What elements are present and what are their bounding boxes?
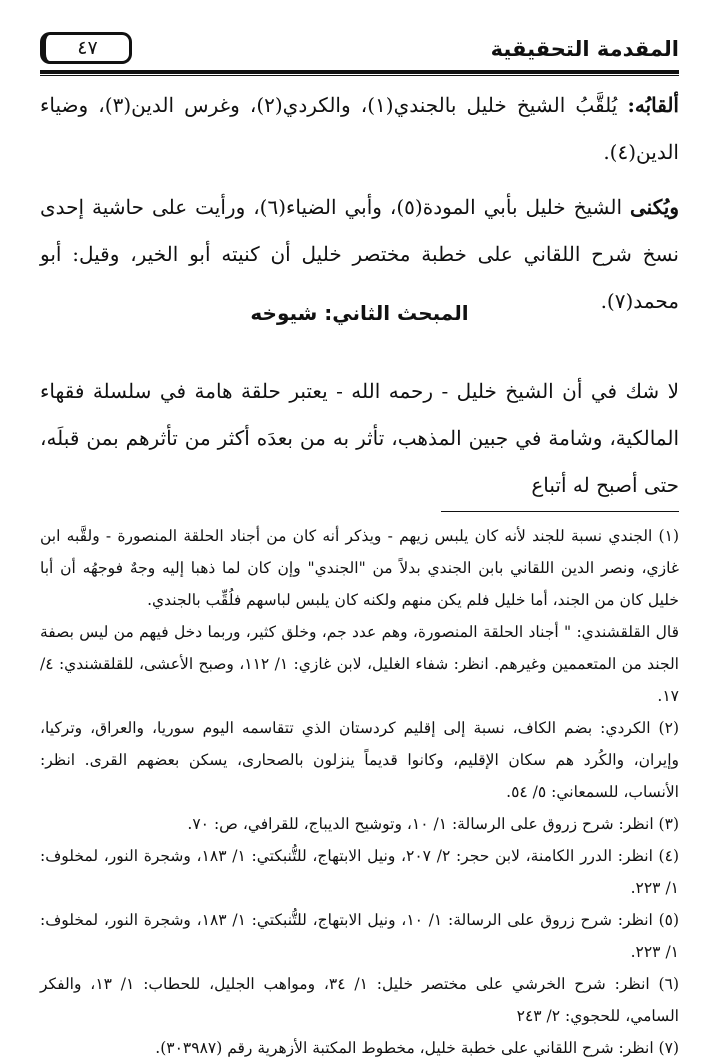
footnote-6: (٦) انظر: شرح الخرشي على مختصر خليل: ١/ ٣٤، ومواهب الجليل، للحطاب: ١/ ١٣، والفكر السامي، للحجوي: ٢/ ٢٤٣: [40, 975, 679, 1025]
footnote-separator: [441, 511, 679, 512]
footnote-2: (٢) الكردي: بضم الكاف، نسبة إلى إقليم كردستان الذي تتقاسمه اليوم سوريا، والعراق، وتركيا، وإيران، والكُرد هم سكان الإقليم، وكانوا قديماً ينزلون بالصحارى، يسكن بعضهم القرى. انظر: الأنساب، للسمعاني: ٥/ ٥٤.: [40, 719, 679, 801]
kunya-text: الشيخ خليل بأبي المودة(٥)، وأبي الضياء(٦)، ورأيت على حاشية إحدى نسخ شرح اللقاني على خطبة مختصر خليل أن كنيته أبو الخير، وقيل: أبو محمد(٧).: [40, 195, 679, 313]
running-title: المقدمة التحقيقية: [490, 37, 679, 61]
footnote-1: (١) الجندي نسبة للجند لأنه كان يلبس زيهم - ويذكر أنه كان من أجناد الحلقة المنصورة - ولقَّبه ابن غازي، ونصر الدين اللقاني بابن الجندي بدلاً من "الجندي" وإن كان لما ذهبا إليه وجهٌ فوجهُه أن أبا خليل كان من الجند، أما خليل فلم يكن منهم ولكنه كان يلبس لباسهم فلُقِّب بالجندي.: [40, 527, 679, 609]
titles-lead: ألقابُه:: [627, 93, 679, 117]
titles-paragraph: [40, 82, 679, 176]
footnote-7: (٧) انظر: شرح اللقاني على خطبة خليل، مخطوط المكتبة الأزهرية رقم (٣٠٣٩٨٧).: [155, 1039, 679, 1057]
section-heading: المبحث الثاني: شيوخه: [250, 301, 469, 325]
page-number: ٤٧: [40, 32, 132, 64]
footnote-5: (٥) انظر: شرح زروق على الرسالة: ١/ ١٠، ونيل الابتهاج، للتُّنبكتي: ١/ ١٨٣، وشجرة النور، لمخلوف: ١/ ٢٢٣.: [40, 911, 680, 961]
teachers-section: [40, 368, 679, 509]
titles-text: يُلقَّبُ الشيخ خليل بالجندي(١)، والكردي(٢)، وغرس الدين(٣)، وضياء الدين(٤).: [40, 93, 679, 164]
footnote-4: (٤) انظر: الدرر الكامنة، لابن حجر: ٢/ ٢٠٧، ونيل الابتهاج، للتُّنبكتي: ١/ ١٨٣، وشجرة النور، لمخلوف: ١/ ٢٢٣.: [40, 847, 679, 897]
footnotes: [40, 520, 679, 1064]
kunya-lead: ويُكنى: [630, 195, 679, 219]
footnote-3: (٣) انظر: شرح زروق على الرسالة: ١/ ١٠، وتوشيح الديباج، للقرافي، ص: ٧٠.: [187, 815, 679, 833]
footnote-1-continuation: قال القلقشندي: " أجناد الحلقة المنصورة، وهم عدد جم، وخلق كثير، وربما دخل فيهم من ليس بصفة الجند من المتعممين وغيرهم. انظر: شفاء الغليل، لابن غازي: ١/ ١١٢، وصبح الأعشى، للقلقشندي: ٤/ ١٧.: [40, 623, 679, 705]
section-titles-and-kunya: [40, 82, 679, 325]
header-rule-thin: [40, 75, 679, 76]
teachers-paragraph: لا شك في أن الشيخ خليل - رحمه الله - يعتبر حلقة هامة في سلسلة فقهاء المالكية، وشامة في جبين المذهب، تأثر به من بعدَه أكثر من تأثرهم بمن قبلَه، حتى أصبح له أتباع: [40, 379, 679, 497]
page-header: [40, 32, 679, 72]
header-rule: [40, 70, 679, 74]
